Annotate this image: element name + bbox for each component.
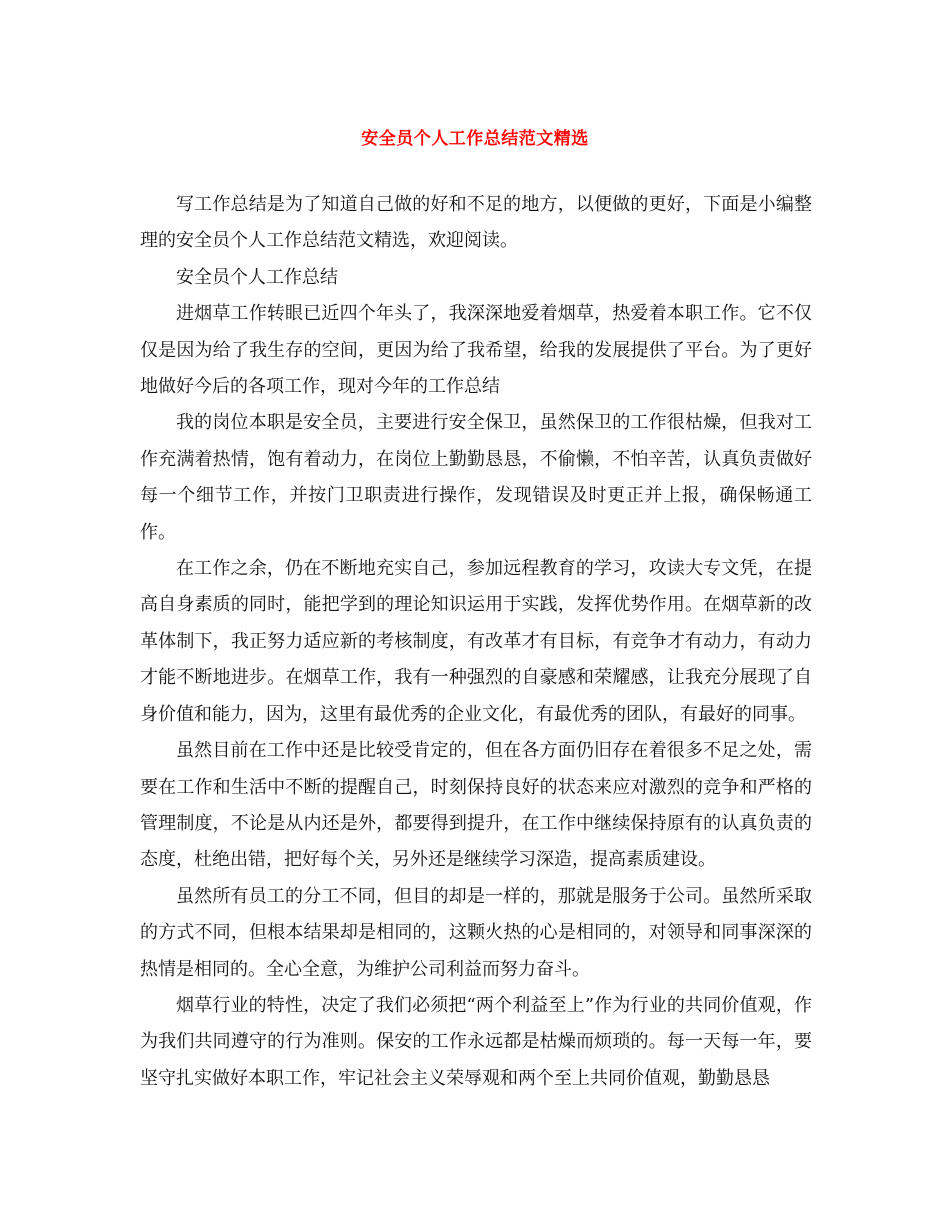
section-heading: 安全员个人工作总结 [176,266,338,288]
paragraph: 我的岗位本职是安全员，主要进行安全保卫，虽然保卫的工作很枯燥，但我对工作充满着热情，饱有着动力，在岗位上勤勤恳恳，不偷懒，不怕辛苦，认真负责做好每一个细节工作，并按门卫职责进行操作，发现错误及时更正并上报，确保畅通工作。 [140,412,812,543]
document-title: 安全员个人工作总结范文精选 [361,129,589,149]
paragraph-intro: 写工作总结是为了知道自己做的好和不足的地方，以便做的更好，下面是小编整理的安全员个人工作总结范文精选，欢迎阅读。 [140,194,812,252]
paragraph: 烟草行业的特性，决定了我们必须把“两个利益至上”作为行业的共同价值观，作为我们共同遵守的行为准则。保安的工作永远都是枯燥而烦琐的。每一天每一年，要坚守扎实做好本职工作，牢记社会主义荣辱观和两个至上共同价值观，勤勤恳恳 [140,994,812,1089]
paragraph: 虽然目前在工作中还是比较受肯定的，但在各方面仍旧存在着很多不足之处，需要在工作和生活中不断的提醒自己，时刻保持良好的状态来应对激烈的竞争和严格的管理制度，不论是从内还是外，都要得到提升，在工作中继续保持原有的认真负责的态度，杜绝出错，把好每个关，另外还是继续学习深造，提高素质建设。 [140,740,812,871]
paragraph: 虽然所有员工的分工不同，但目的却是一样的，那就是服务于公司。虽然所采取的方式不同，但根本结果却是相同的，这颗火热的心是相同的，对领导和同事深深的热情是相同的。全心全意，为维护公司利益而努力奋斗。 [140,885,812,980]
paragraph: 在工作之余，仍在不断地充实自己，参加远程教育的学习，攻读大专文凭，在提高自身素质的同时，能把学到的理论知识运用于实践，发挥优势作用。在烟草新的改革体制下，我正努力适应新的考核制度，有改革才有目标，有竞争才有动力，有动力才能不断地进步。在烟草工作，我有一种强烈的自豪感和荣耀感，让我充分展现了自身价值和能力，因为，这里有最优秀的企业文化，有最优秀的团队，有最好的同事。 [140,558,812,725]
paragraph: 进烟草工作转眼已近四个年头了，我深深地爱着烟草，热爱着本职工作。它不仅仅是因为给了我生存的空间，更因为给了我希望，给我的发展提供了平台。为了更好地做好今后的各项工作，现对今年的工作总结 [140,303,812,398]
document-body [140,187,812,1097]
